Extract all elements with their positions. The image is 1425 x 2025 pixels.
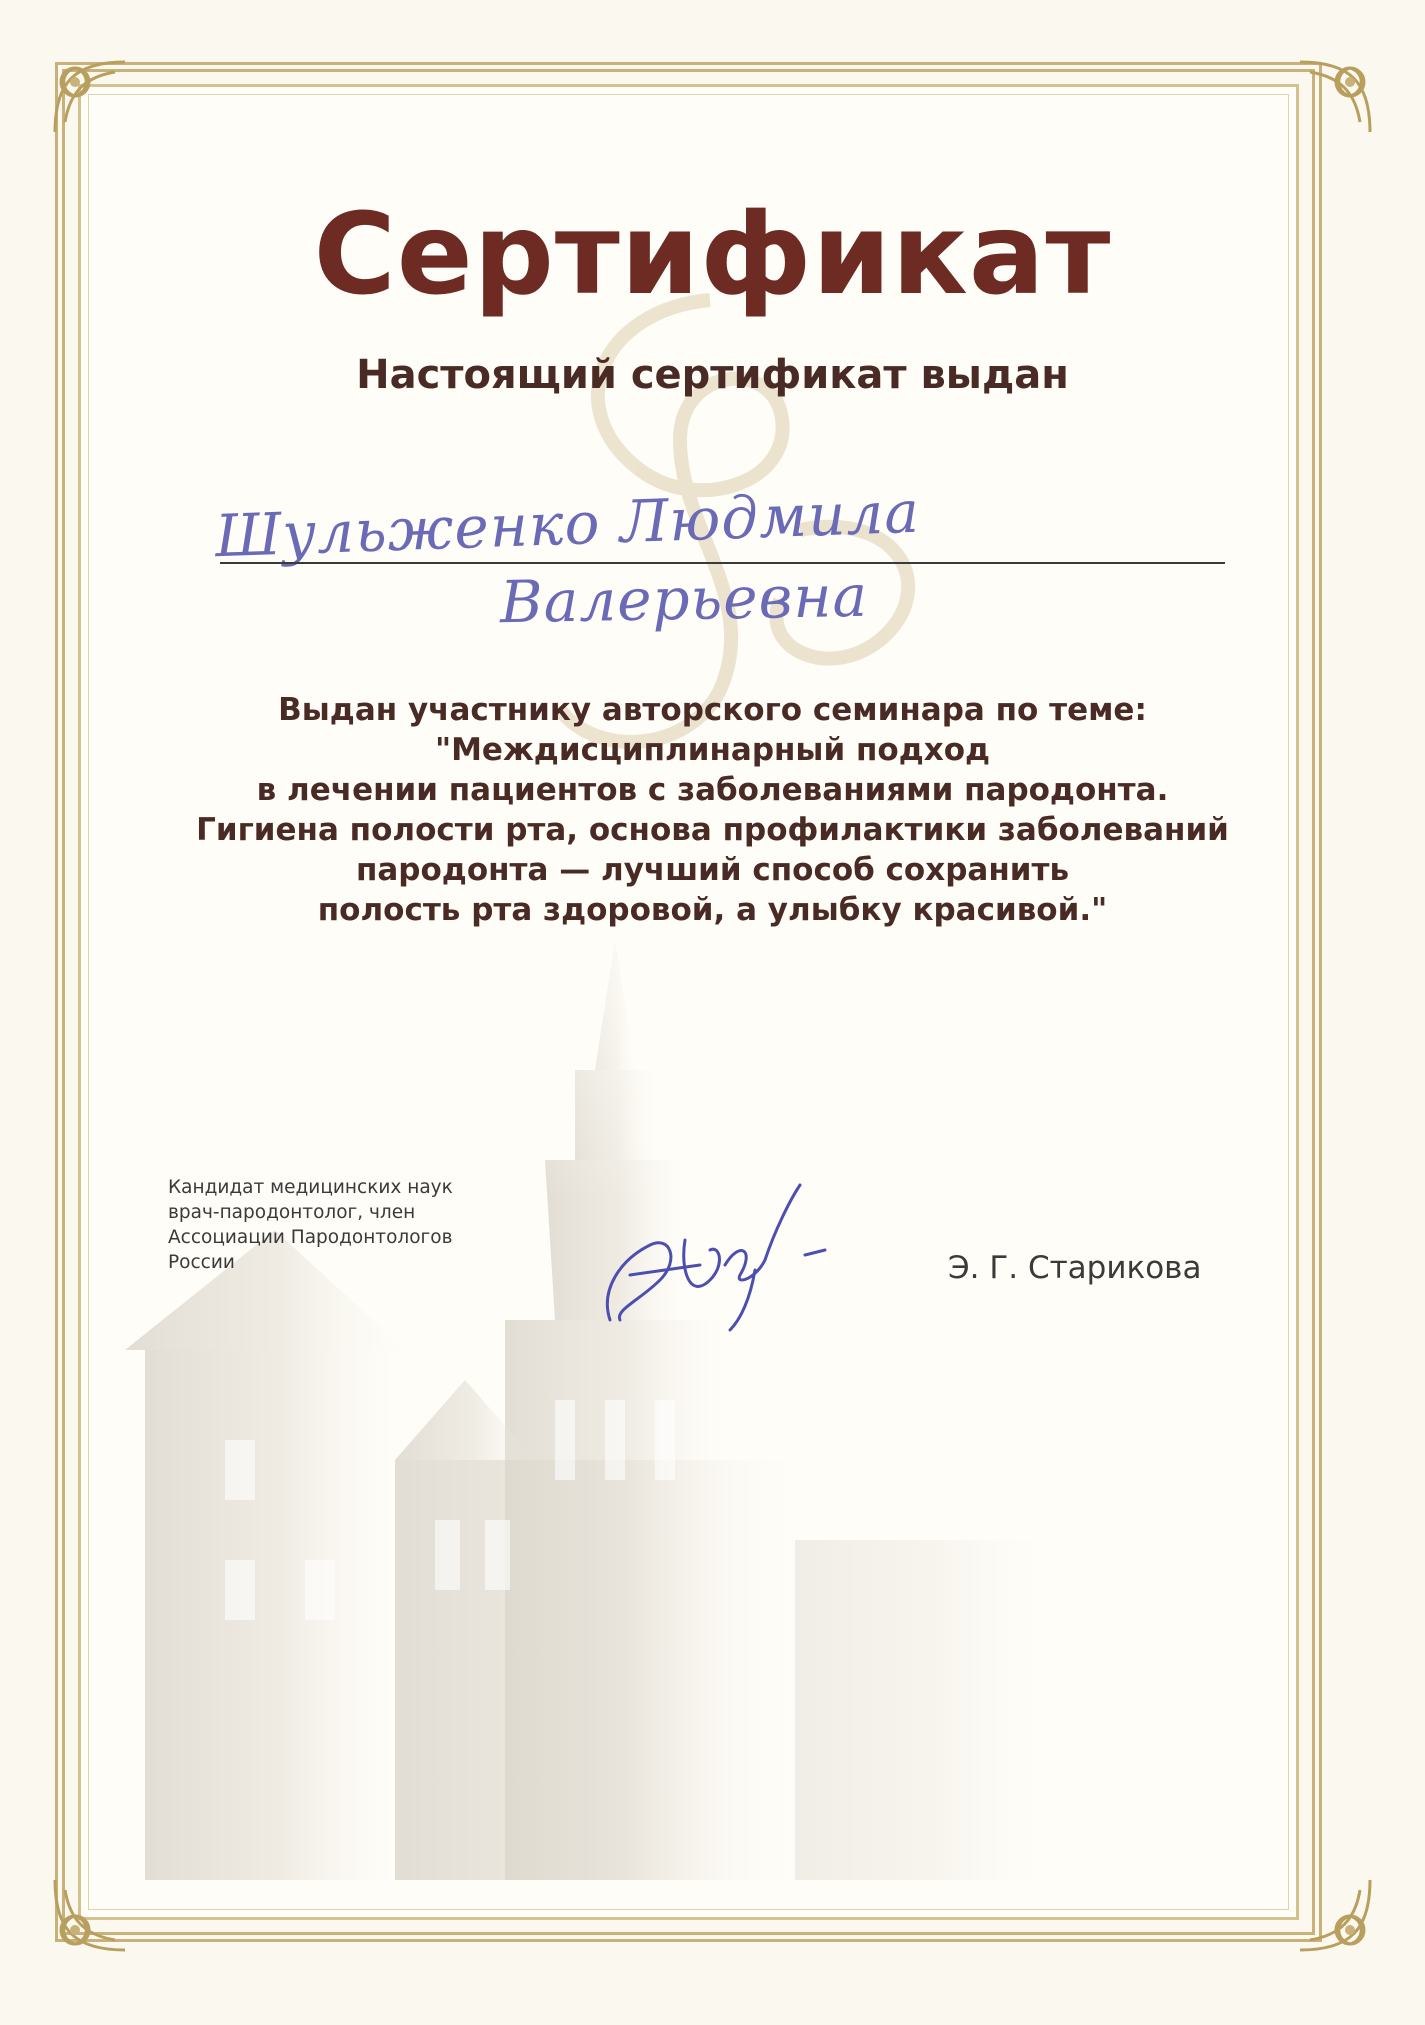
signature-icon [590, 1170, 840, 1340]
recipient-name-line2: Валерьевна [499, 561, 869, 637]
castle-illustration-icon [105, 900, 1105, 1900]
signer-name: Э. Г. Старикова [948, 1250, 1202, 1286]
topic-line: полость рта здоровой, а улыбку красивой." [317, 892, 1108, 928]
ornament-corner-icon [1290, 1870, 1380, 1960]
seminar-topic [140, 690, 1285, 930]
recipient-name-line1: Шульженко Людмила [214, 477, 921, 571]
topic-line: пародонта — лучший способ сохранить [355, 852, 1070, 888]
topic-line: Гигиена полости рта, основа профилактики заболеваний [196, 812, 1229, 848]
ornament-corner-icon [45, 52, 135, 142]
ornament-corner-icon [1290, 52, 1380, 142]
certificate-title: Сертификат [313, 190, 1112, 320]
certificate-subtitle: Настоящий сертификат выдан [356, 352, 1069, 398]
signer-credentials-line: России [168, 1252, 235, 1273]
topic-line: в лечении пациентов с заболеваниями пародонта. [256, 772, 1169, 808]
signer-credentials-line: Кандидат медицинских наук [168, 1177, 453, 1198]
signer-credentials [168, 1175, 513, 1275]
signer-credentials-line: врач-пародонтолог, член [168, 1202, 416, 1223]
topic-line: Выдан участнику авторского семинара по теме: [278, 692, 1147, 728]
topic-line: "Междисциплинарный подход [434, 732, 991, 768]
signer-credentials-line: Ассоциации Пародонтологов [168, 1227, 453, 1248]
